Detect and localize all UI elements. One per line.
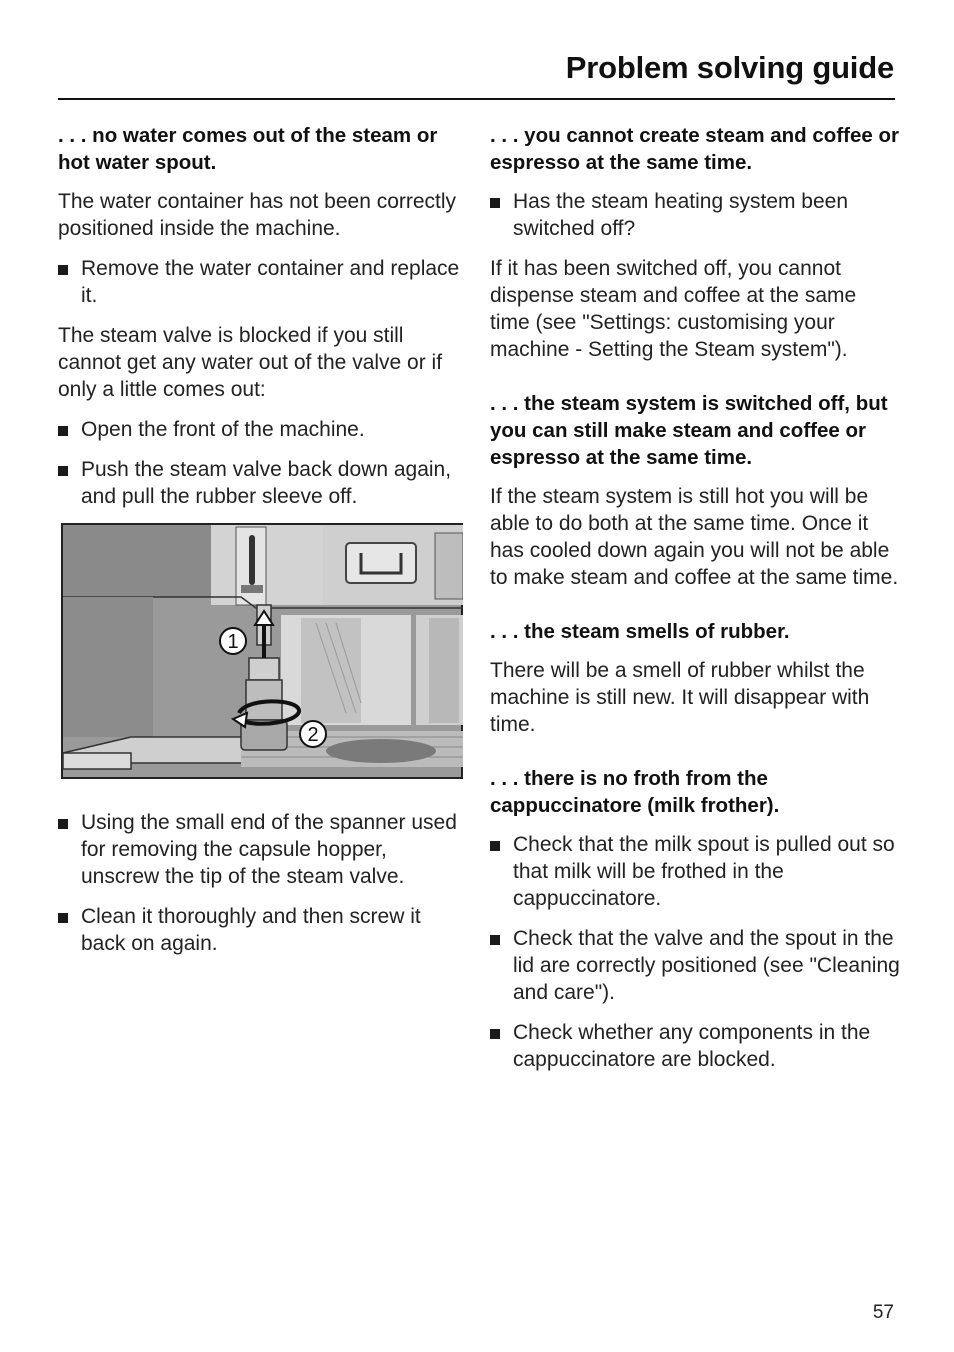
bullet-text: Check that the milk spout is pulled out so that milk will be frothed in the cappuccinatore. xyxy=(513,833,895,910)
paragraph-rubber-smell: There will be a smell of rubber whilst the machine is still new. It will disappear with time. xyxy=(490,659,870,736)
paragraph-switched-off: If it has been switched off, you cannot dispense steam and coffee at the same time (see "Settings: customising your machine - Setting the Steam system"). xyxy=(490,257,857,361)
bullet-item xyxy=(58,416,468,443)
section-heading-no-froth: . . . there is no froth from the cappuccinatore (milk frother). xyxy=(490,767,780,817)
bullet-item xyxy=(490,831,900,912)
bullet-item xyxy=(490,1019,900,1073)
bullet-square-icon xyxy=(58,913,68,923)
bullet-square-icon xyxy=(490,198,500,208)
bullet-item xyxy=(58,903,468,957)
bullet-item xyxy=(58,255,468,309)
bullet-text: Push the steam valve back down again, and pull the rubber sleeve off. xyxy=(81,458,452,508)
bullet-square-icon xyxy=(490,1029,500,1039)
steam-valve-illustration xyxy=(61,523,463,779)
bullet-item xyxy=(58,456,468,510)
paragraph-still-hot: If the steam system is still hot you will be able to do both at the same time. Once it has cooled down again you will not be able to make steam and coffee at the same time. xyxy=(490,485,899,589)
step-2-label: 2 xyxy=(307,724,319,746)
bullet-text: Check that the valve and the spout in the lid are correctly positioned (see "Cleaning and care"). xyxy=(513,927,900,1004)
section-heading-no-water: . . . no water comes out of the steam or hot water spout. xyxy=(58,124,438,174)
bullet-item xyxy=(490,188,900,242)
bullet-square-icon xyxy=(58,265,68,275)
section-heading-rubber-smell: . . . the steam smells of rubber. xyxy=(490,620,790,643)
paragraph-container-position: The water container has not been correctly positioned inside the machine. xyxy=(58,190,457,240)
paragraph-valve-blocked: The steam valve is blocked if you still cannot get any water out of the valve or if only a little comes out: xyxy=(58,324,443,401)
left-column xyxy=(58,122,468,970)
section-heading-steam-and-coffee: . . . you cannot create steam and coffee or espresso at the same time. xyxy=(490,124,899,174)
bullet-item xyxy=(490,925,900,1006)
title-rule xyxy=(58,98,895,100)
bullet-square-icon xyxy=(58,819,68,829)
bullet-text: Remove the water container and replace it. xyxy=(81,257,460,307)
bullet-text: Check whether any components in the cappuccinatore are blocked. xyxy=(513,1021,871,1071)
page-title: Problem solving guide xyxy=(565,50,894,85)
bullet-text: Has the steam heating system been switched off? xyxy=(513,190,849,240)
page-number: 57 xyxy=(872,1302,894,1323)
bullet-square-icon xyxy=(490,935,500,945)
section-heading-steam-switched-off: . . . the steam system is switched off, but you can still make steam and coffee or espresso at the same time. xyxy=(490,392,888,469)
bullet-text: Using the small end of the spanner used for removing the capsule hopper, unscrew the tip of the steam valve. xyxy=(81,811,457,888)
bullet-square-icon xyxy=(58,466,68,476)
bullet-item xyxy=(58,809,468,890)
bullet-square-icon xyxy=(58,426,68,436)
bullet-square-icon xyxy=(490,841,500,851)
bullet-text: Open the front of the machine. xyxy=(81,418,365,441)
bullet-text: Clean it thoroughly and then screw it back on again. xyxy=(81,905,421,955)
step-1-label: 1 xyxy=(227,631,239,653)
right-column xyxy=(490,122,900,1086)
